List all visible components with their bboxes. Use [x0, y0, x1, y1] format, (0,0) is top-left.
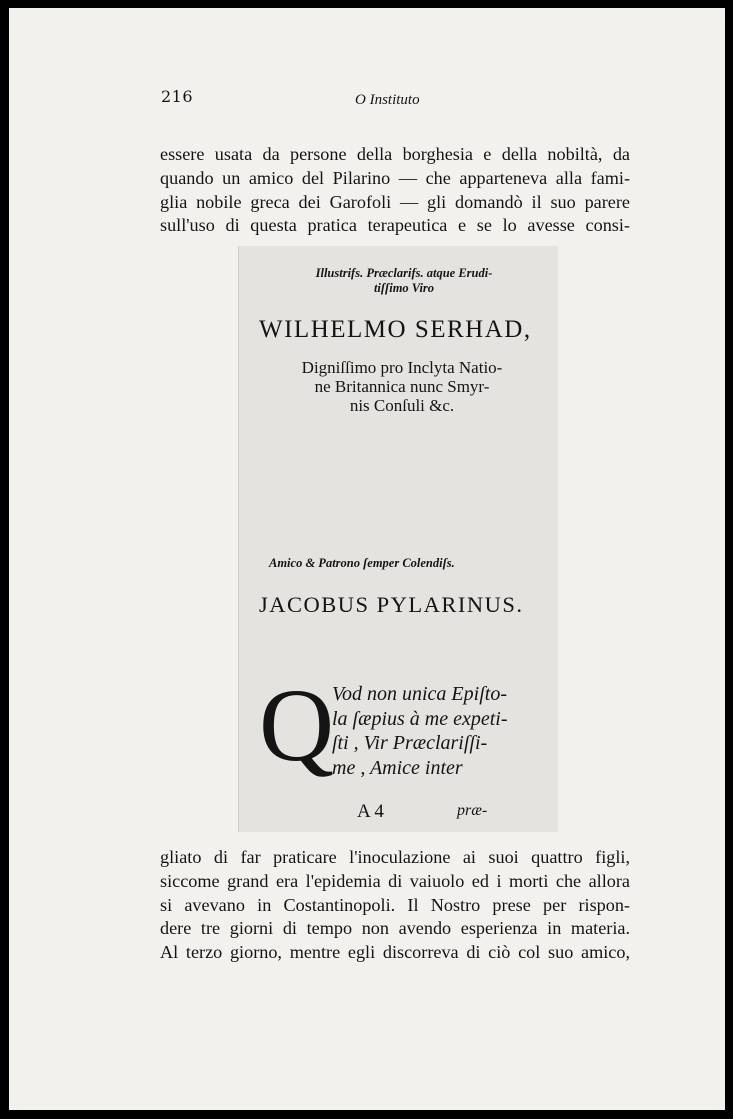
text-line: Al terzo giorno, mentre egli discorreva di ciò col suo amico,: [160, 942, 630, 963]
facsimile-plate: [238, 246, 558, 832]
plate-name: WILHELMO SERHAD,: [259, 316, 532, 343]
plate-dedication: [289, 266, 519, 296]
quote-line: la ſæpius à me expeti-: [332, 707, 508, 730]
quote-line: ſti , Vir Præclariſſi-: [332, 732, 488, 754]
text-line: dere tre giorni di tempo non avendo esperienza in materia.: [160, 918, 630, 939]
paragraph-bottom: [160, 846, 630, 965]
description-line: ne Britannica nunc Smyr-: [314, 377, 490, 396]
page-number: 216: [161, 87, 194, 106]
plate-catchword: præ-: [457, 802, 488, 819]
description-line: Digniſſimo pro Inclyta Natio-: [301, 358, 503, 377]
plate-initial: Q: [259, 668, 335, 783]
running-title: O Instituto: [355, 92, 420, 108]
text-line: glia nobile greca dei Garofoli — gli domandò il suo parere: [160, 191, 630, 212]
dedication-line: tiſſimo Viro: [373, 281, 435, 295]
description-line: nis Conſuli &c.: [349, 396, 455, 415]
quote-line: me , Amice inter: [332, 756, 463, 779]
text-line: essere usata da persone della borghesia e della nobiltà, da: [160, 144, 630, 164]
plate-amico: Amico & Patrono ſemper Colendiſs.: [269, 556, 455, 570]
paragraph-top: [160, 143, 630, 238]
text-line: siccome grand era l'epidemia di vaiuolo ed i morti che allora: [160, 870, 630, 891]
text-line: gliato di far praticare l'inoculazione ai suoi quattro figli,: [160, 847, 630, 867]
text-line: quando un amico del Pilarino — che apparteneva alla fami-: [160, 167, 630, 188]
plate-quote: [332, 682, 542, 780]
quote-line: Vod non unica Epiſto-: [332, 683, 507, 705]
plate-signature: A 4: [357, 801, 384, 822]
text-line: si avevano in Costantinopoli. Il Nostro prese per rispon-: [160, 894, 630, 915]
plate-description: [287, 358, 517, 415]
dedication-line: Illustrifs. Præclarifs. atque Erudi-: [315, 266, 493, 280]
book-page: [9, 8, 725, 1110]
text-line: sull'uso di questa pratica terapeutica e se lo avesse consi-: [160, 215, 630, 236]
plate-author: JACOBUS PYLARINUS.: [259, 592, 524, 617]
